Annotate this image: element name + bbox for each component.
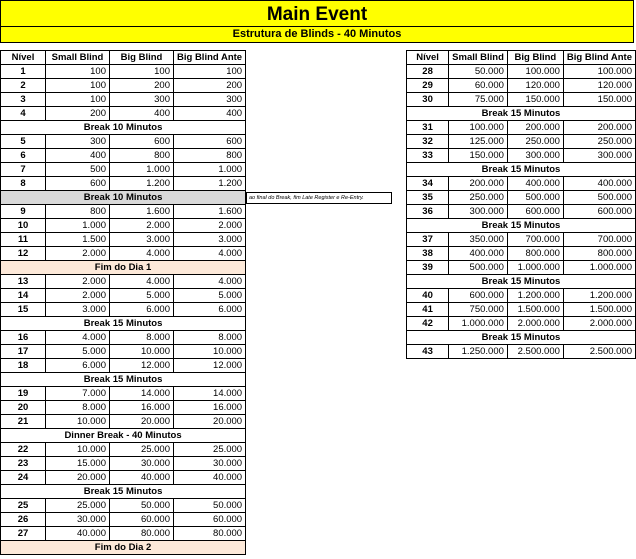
small-blind-cell: 300 xyxy=(46,135,110,149)
big-blind-cell: 700.000 xyxy=(507,233,563,247)
big-blind-cell: 1.000.000 xyxy=(507,261,563,275)
level-cell: 7 xyxy=(1,163,46,177)
break-row xyxy=(407,331,636,345)
small-blind-cell: 3.000 xyxy=(46,303,110,317)
ante-cell: 100.000 xyxy=(563,65,635,79)
level-row xyxy=(1,149,246,163)
break-label: Break 15 Minutos xyxy=(407,107,636,121)
ante-cell: 5.000 xyxy=(174,289,246,303)
big-blind-cell: 1.000 xyxy=(110,163,174,177)
level-cell: 3 xyxy=(1,93,46,107)
page-subtitle: Estrutura de Blinds - 40 Minutos xyxy=(0,27,634,43)
break-row xyxy=(1,485,246,499)
big-blind-cell: 4.000 xyxy=(110,247,174,261)
level-row xyxy=(1,387,246,401)
level-cell: 8 xyxy=(1,177,46,191)
big-blind-cell: 150.000 xyxy=(507,93,563,107)
level-row xyxy=(1,275,246,289)
ante-cell: 1.000 xyxy=(174,163,246,177)
big-blind-cell: 10.000 xyxy=(110,345,174,359)
level-row xyxy=(407,247,636,261)
big-blind-cell: 100.000 xyxy=(507,65,563,79)
big-blind-cell: 3.000 xyxy=(110,233,174,247)
small-blind-cell: 1.000.000 xyxy=(449,317,508,331)
small-blind-cell: 40.000 xyxy=(46,527,110,541)
level-cell: 13 xyxy=(1,275,46,289)
big-blind-cell: 8.000 xyxy=(110,331,174,345)
level-cell: 31 xyxy=(407,121,449,135)
ante-cell: 400 xyxy=(174,107,246,121)
blind-table-right xyxy=(406,50,636,359)
level-cell: 16 xyxy=(1,331,46,345)
ante-cell: 120.000 xyxy=(563,79,635,93)
level-row xyxy=(1,135,246,149)
level-row xyxy=(1,527,246,541)
big-blind-cell: 1.500.000 xyxy=(507,303,563,317)
big-blind-cell: 500.000 xyxy=(507,191,563,205)
header-big-blind-ante: Big Blind Ante xyxy=(174,51,246,65)
level-cell: 21 xyxy=(1,415,46,429)
big-blind-cell: 50.000 xyxy=(110,499,174,513)
ante-cell: 600 xyxy=(174,135,246,149)
level-row xyxy=(1,163,246,177)
small-blind-cell: 20.000 xyxy=(46,471,110,485)
ante-cell: 60.000 xyxy=(174,513,246,527)
small-blind-cell: 500.000 xyxy=(449,261,508,275)
small-blind-cell: 100 xyxy=(46,93,110,107)
header-row xyxy=(1,51,246,65)
break-label: Break 15 Minutos xyxy=(407,331,636,345)
small-blind-cell: 50.000 xyxy=(449,65,508,79)
blind-table-left xyxy=(0,50,246,555)
ante-cell: 300.000 xyxy=(563,149,635,163)
level-row xyxy=(1,471,246,485)
ante-cell: 4.000 xyxy=(174,247,246,261)
big-blind-cell: 2.500.000 xyxy=(507,345,563,359)
ante-cell: 1.200.000 xyxy=(563,289,635,303)
break-label: Dinner Break - 40 Minutos xyxy=(1,429,246,443)
level-row xyxy=(1,359,246,373)
break-row xyxy=(407,275,636,289)
level-row xyxy=(1,247,246,261)
big-blind-cell: 30.000 xyxy=(110,457,174,471)
level-cell: 14 xyxy=(1,289,46,303)
ante-cell: 500.000 xyxy=(563,191,635,205)
ante-cell: 1.500.000 xyxy=(563,303,635,317)
break-label: Break 15 Minutos xyxy=(407,163,636,177)
level-row xyxy=(1,93,246,107)
level-row xyxy=(407,289,636,303)
small-blind-cell: 2.000 xyxy=(46,275,110,289)
level-cell: 20 xyxy=(1,401,46,415)
header-row xyxy=(407,51,636,65)
level-cell: 6 xyxy=(1,149,46,163)
small-blind-cell: 200.000 xyxy=(449,177,508,191)
level-row xyxy=(407,317,636,331)
break-row xyxy=(1,429,246,443)
ante-cell: 50.000 xyxy=(174,499,246,513)
level-row xyxy=(407,135,636,149)
level-cell: 41 xyxy=(407,303,449,317)
level-row xyxy=(1,401,246,415)
level-cell: 33 xyxy=(407,149,449,163)
big-blind-cell: 200.000 xyxy=(507,121,563,135)
big-blind-cell: 600 xyxy=(110,135,174,149)
big-blind-cell: 250.000 xyxy=(507,135,563,149)
ante-cell: 200 xyxy=(174,79,246,93)
break-label: Break 15 Minutos xyxy=(1,485,246,499)
small-blind-cell: 30.000 xyxy=(46,513,110,527)
big-blind-cell: 800.000 xyxy=(507,247,563,261)
ante-cell: 150.000 xyxy=(563,93,635,107)
level-cell: 38 xyxy=(407,247,449,261)
big-blind-cell: 20.000 xyxy=(110,415,174,429)
level-cell: 32 xyxy=(407,135,449,149)
ante-cell: 40.000 xyxy=(174,471,246,485)
level-row xyxy=(1,331,246,345)
big-blind-cell: 14.000 xyxy=(110,387,174,401)
small-blind-cell: 75.000 xyxy=(449,93,508,107)
break-row xyxy=(1,261,246,275)
break-label: Break 10 Minutos xyxy=(1,191,246,205)
level-cell: 43 xyxy=(407,345,449,359)
small-blind-cell: 600 xyxy=(46,177,110,191)
ante-cell: 12.000 xyxy=(174,359,246,373)
small-blind-cell: 10.000 xyxy=(46,443,110,457)
level-cell: 9 xyxy=(1,205,46,219)
level-cell: 10 xyxy=(1,219,46,233)
ante-cell: 2.000.000 xyxy=(563,317,635,331)
level-row xyxy=(1,289,246,303)
level-row xyxy=(407,345,636,359)
level-cell: 35 xyxy=(407,191,449,205)
break-row xyxy=(407,163,636,177)
header-small-blind: Small Blind xyxy=(449,51,508,65)
break-label: Break 15 Minutos xyxy=(1,373,246,387)
break-row xyxy=(407,107,636,121)
break-row xyxy=(1,317,246,331)
break-row xyxy=(1,121,246,135)
small-blind-cell: 1.500 xyxy=(46,233,110,247)
level-cell: 23 xyxy=(1,457,46,471)
ante-cell: 16.000 xyxy=(174,401,246,415)
level-row xyxy=(407,79,636,93)
ante-cell: 250.000 xyxy=(563,135,635,149)
break-label: Break 15 Minutos xyxy=(1,317,246,331)
small-blind-cell: 100 xyxy=(46,79,110,93)
level-cell: 40 xyxy=(407,289,449,303)
level-row xyxy=(407,303,636,317)
small-blind-cell: 100.000 xyxy=(449,121,508,135)
ante-cell: 100 xyxy=(174,65,246,79)
big-blind-cell: 1.200.000 xyxy=(507,289,563,303)
break-row xyxy=(407,219,636,233)
big-blind-cell: 25.000 xyxy=(110,443,174,457)
level-row xyxy=(407,65,636,79)
page-title: Main Event xyxy=(0,0,634,27)
level-row xyxy=(1,345,246,359)
header-big-blind: Big Blind xyxy=(507,51,563,65)
small-blind-cell: 125.000 xyxy=(449,135,508,149)
ante-cell: 6.000 xyxy=(174,303,246,317)
break-label: Fim do Dia 1 xyxy=(1,261,246,275)
level-cell: 1 xyxy=(1,65,46,79)
level-cell: 15 xyxy=(1,303,46,317)
small-blind-cell: 25.000 xyxy=(46,499,110,513)
level-row xyxy=(1,107,246,121)
small-blind-cell: 350.000 xyxy=(449,233,508,247)
small-blind-cell: 10.000 xyxy=(46,415,110,429)
level-row xyxy=(407,121,636,135)
small-blind-cell: 1.250.000 xyxy=(449,345,508,359)
small-blind-cell: 5.000 xyxy=(46,345,110,359)
level-row xyxy=(1,443,246,457)
level-cell: 12 xyxy=(1,247,46,261)
ante-cell: 600.000 xyxy=(563,205,635,219)
big-blind-cell: 120.000 xyxy=(507,79,563,93)
level-cell: 25 xyxy=(1,499,46,513)
small-blind-cell: 600.000 xyxy=(449,289,508,303)
small-blind-cell: 150.000 xyxy=(449,149,508,163)
ante-cell: 8.000 xyxy=(174,331,246,345)
big-blind-cell: 60.000 xyxy=(110,513,174,527)
level-row xyxy=(407,149,636,163)
level-row xyxy=(407,261,636,275)
level-row xyxy=(1,65,246,79)
break-row xyxy=(1,191,246,205)
ante-cell: 800 xyxy=(174,149,246,163)
level-cell: 5 xyxy=(1,135,46,149)
ante-cell: 4.000 xyxy=(174,275,246,289)
level-row xyxy=(1,499,246,513)
level-cell: 34 xyxy=(407,177,449,191)
small-blind-cell: 15.000 xyxy=(46,457,110,471)
big-blind-cell: 16.000 xyxy=(110,401,174,415)
ante-cell: 1.000.000 xyxy=(563,261,635,275)
ante-cell: 10.000 xyxy=(174,345,246,359)
level-cell: 30 xyxy=(407,93,449,107)
level-cell: 39 xyxy=(407,261,449,275)
big-blind-cell: 2.000 xyxy=(110,219,174,233)
big-blind-cell: 600.000 xyxy=(507,205,563,219)
level-cell: 36 xyxy=(407,205,449,219)
small-blind-cell: 1.000 xyxy=(46,219,110,233)
big-blind-cell: 300 xyxy=(110,93,174,107)
header-level: Nível xyxy=(407,51,449,65)
level-row xyxy=(407,205,636,219)
small-blind-cell: 500 xyxy=(46,163,110,177)
small-blind-cell: 300.000 xyxy=(449,205,508,219)
ante-cell: 200.000 xyxy=(563,121,635,135)
big-blind-cell: 80.000 xyxy=(110,527,174,541)
ante-cell: 3.000 xyxy=(174,233,246,247)
level-cell: 18 xyxy=(1,359,46,373)
late-register-note: ao final do Break, fim Late Register e Re-Entry. xyxy=(246,192,392,204)
big-blind-cell: 40.000 xyxy=(110,471,174,485)
ante-cell: 800.000 xyxy=(563,247,635,261)
ante-cell: 1.600 xyxy=(174,205,246,219)
level-row xyxy=(407,177,636,191)
ante-cell: 30.000 xyxy=(174,457,246,471)
level-cell: 2 xyxy=(1,79,46,93)
ante-cell: 25.000 xyxy=(174,443,246,457)
small-blind-cell: 400.000 xyxy=(449,247,508,261)
break-label: Break 15 Minutos xyxy=(407,219,636,233)
small-blind-cell: 7.000 xyxy=(46,387,110,401)
small-blind-cell: 400 xyxy=(46,149,110,163)
level-cell: 17 xyxy=(1,345,46,359)
small-blind-cell: 2.000 xyxy=(46,247,110,261)
big-blind-cell: 6.000 xyxy=(110,303,174,317)
big-blind-cell: 400 xyxy=(110,107,174,121)
big-blind-cell: 4.000 xyxy=(110,275,174,289)
level-row xyxy=(1,513,246,527)
level-cell: 26 xyxy=(1,513,46,527)
small-blind-cell: 200 xyxy=(46,107,110,121)
header-big-blind-ante: Big Blind Ante xyxy=(563,51,635,65)
small-blind-cell: 100 xyxy=(46,65,110,79)
level-row xyxy=(407,233,636,247)
big-blind-cell: 5.000 xyxy=(110,289,174,303)
break-label: Break 10 Minutos xyxy=(1,121,246,135)
big-blind-cell: 100 xyxy=(110,65,174,79)
big-blind-cell: 800 xyxy=(110,149,174,163)
ante-cell: 700.000 xyxy=(563,233,635,247)
ante-cell: 20.000 xyxy=(174,415,246,429)
ante-cell: 300 xyxy=(174,93,246,107)
ante-cell: 80.000 xyxy=(174,527,246,541)
level-row xyxy=(407,93,636,107)
ante-cell: 400.000 xyxy=(563,177,635,191)
small-blind-cell: 60.000 xyxy=(449,79,508,93)
header-small-blind: Small Blind xyxy=(46,51,110,65)
big-blind-cell: 12.000 xyxy=(110,359,174,373)
level-cell: 24 xyxy=(1,471,46,485)
break-label: Fim do Dia 2 xyxy=(1,541,246,555)
level-cell: 22 xyxy=(1,443,46,457)
level-cell: 28 xyxy=(407,65,449,79)
header-big-blind: Big Blind xyxy=(110,51,174,65)
header-level: Nível xyxy=(1,51,46,65)
big-blind-cell: 300.000 xyxy=(507,149,563,163)
big-blind-cell: 200 xyxy=(110,79,174,93)
level-cell: 27 xyxy=(1,527,46,541)
small-blind-cell: 750.000 xyxy=(449,303,508,317)
small-blind-cell: 800 xyxy=(46,205,110,219)
ante-cell: 1.200 xyxy=(174,177,246,191)
level-row xyxy=(1,457,246,471)
ante-cell: 2.500.000 xyxy=(563,345,635,359)
small-blind-cell: 6.000 xyxy=(46,359,110,373)
big-blind-cell: 1.600 xyxy=(110,205,174,219)
level-row xyxy=(1,205,246,219)
break-label: Break 15 Minutos xyxy=(407,275,636,289)
small-blind-cell: 250.000 xyxy=(449,191,508,205)
big-blind-cell: 2.000.000 xyxy=(507,317,563,331)
ante-cell: 14.000 xyxy=(174,387,246,401)
small-blind-cell: 4.000 xyxy=(46,331,110,345)
small-blind-cell: 2.000 xyxy=(46,289,110,303)
level-row xyxy=(1,79,246,93)
level-cell: 37 xyxy=(407,233,449,247)
small-blind-cell: 8.000 xyxy=(46,401,110,415)
break-row xyxy=(1,541,246,555)
level-cell: 29 xyxy=(407,79,449,93)
break-row xyxy=(1,373,246,387)
level-row xyxy=(1,177,246,191)
level-row xyxy=(1,415,246,429)
level-cell: 4 xyxy=(1,107,46,121)
big-blind-cell: 1.200 xyxy=(110,177,174,191)
ante-cell: 2.000 xyxy=(174,219,246,233)
level-row xyxy=(407,191,636,205)
level-cell: 11 xyxy=(1,233,46,247)
level-row xyxy=(1,303,246,317)
big-blind-cell: 400.000 xyxy=(507,177,563,191)
level-row xyxy=(1,219,246,233)
level-cell: 19 xyxy=(1,387,46,401)
level-cell: 42 xyxy=(407,317,449,331)
level-row xyxy=(1,233,246,247)
